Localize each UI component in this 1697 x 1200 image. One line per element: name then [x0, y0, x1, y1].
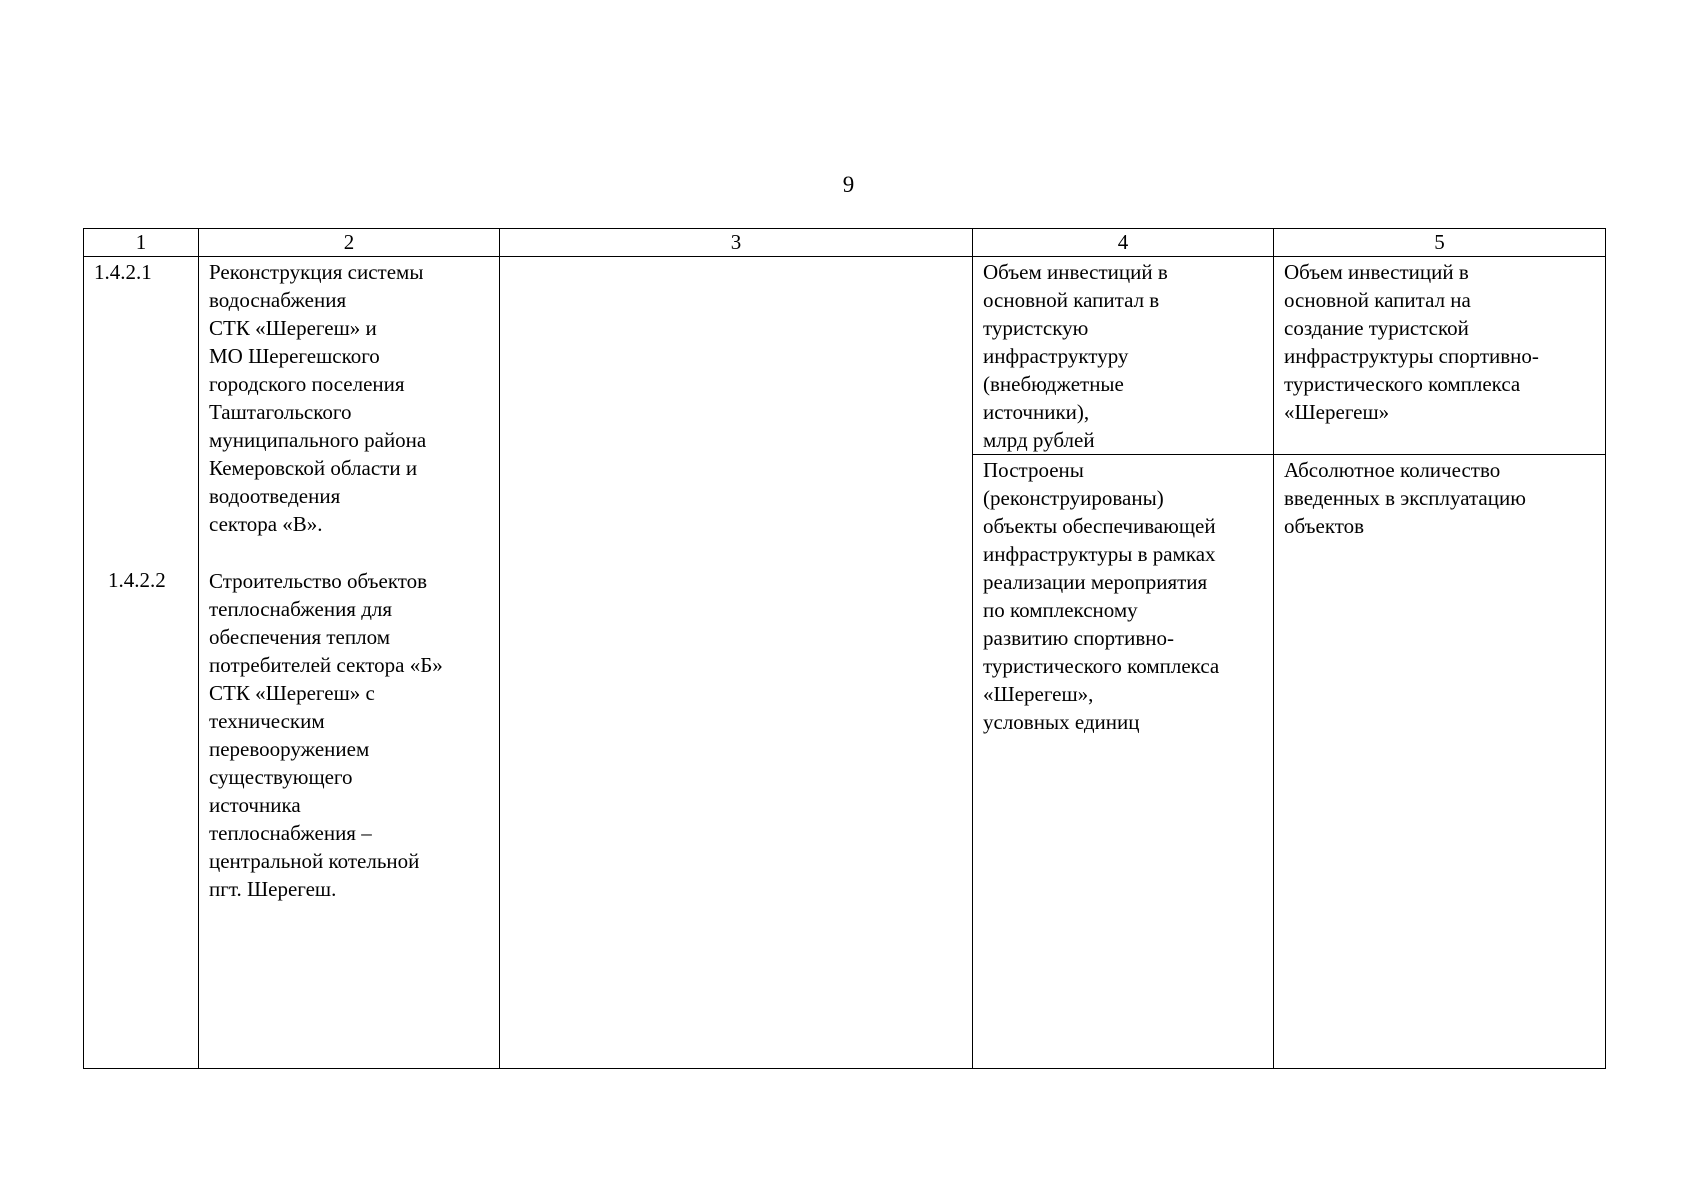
- item-number-1-4-2-1: 1.4.2.1: [94, 260, 152, 284]
- column-number-1: 1: [84, 229, 199, 257]
- program-table: [83, 228, 1606, 1069]
- item-number-1-4-2-2: 1.4.2.2: [108, 568, 166, 592]
- page-number: 9: [842, 172, 855, 197]
- event-cell: [199, 257, 500, 1069]
- table-row: [84, 257, 1606, 455]
- item-number-spacer: [84, 286, 198, 538]
- item-number-cell: [84, 257, 199, 1069]
- indicator-2-description: Абсолютное количество введенных в эксплуатацию объектов: [1284, 458, 1526, 538]
- column-3-cell: [500, 257, 973, 1069]
- column-number-5: 5: [1274, 229, 1606, 257]
- table-header-row: [84, 229, 1606, 257]
- indicator-1-description: Объем инвестиций в основной капитал на создание туристской инфраструктуры спортивно- туристического комплекса «Шерегеш»: [1284, 260, 1539, 424]
- indicator-2-name: Построены (реконструированы) объекты обеспечивающей инфраструктуры в рамках реализации мероприятия по комплексному развитию спортивно- туристического комплекса «Шерегеш», условных единиц: [983, 458, 1220, 734]
- column-number-3: 3: [500, 229, 973, 257]
- column-number-4: 4: [973, 229, 1274, 257]
- indicator-2-name-cell: [973, 455, 1274, 1069]
- event-1-4-2-2-text: Строительство объектов теплоснабжения для обеспечения теплом потребителей сектора «Б» СТК «Шерегеш» с техническим перевооружением существующего источника теплоснабжения – центральной котельной пгт. Шерегеш.: [209, 569, 443, 901]
- indicator-1-description-cell: [1274, 257, 1606, 455]
- column-number-2: 2: [199, 229, 500, 257]
- indicator-1-name: Объем инвестиций в основной капитал в туристскую инфраструктуру (внебюджетные источники), млрд рублей: [983, 260, 1168, 452]
- indicator-1-name-cell: [973, 257, 1274, 455]
- indicator-2-description-cell: [1274, 455, 1606, 1069]
- event-1-4-2-1-text: Реконструкция системы водоснабжения СТК «Шерегеш» и МО Шерегешского городского поселения Таштагольского муниципального района Кемеровской области и водоотведения сектора «В».: [209, 260, 427, 536]
- event-gap: [199, 538, 499, 566]
